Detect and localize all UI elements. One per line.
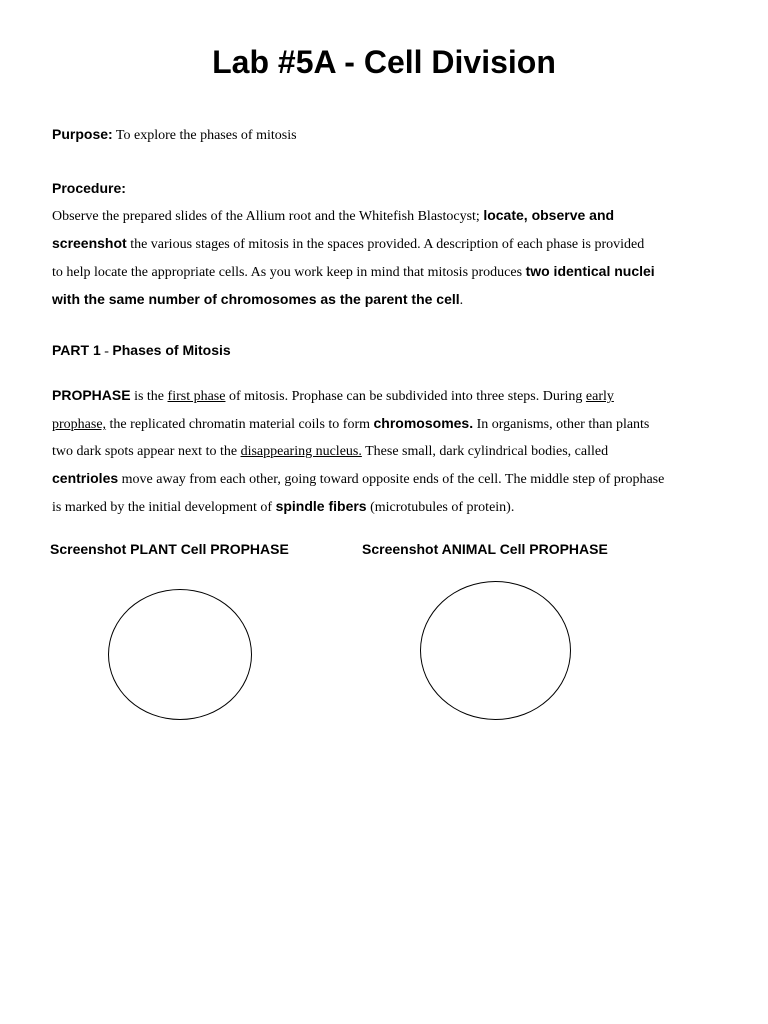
animal-screenshot-circle[interactable] xyxy=(420,581,571,720)
procedure-line-1: Observe the prepared slides of the Allium root and the Whitefish Blastocyst; locate, observe and xyxy=(52,207,615,224)
prophase-line-2: prophase, the replicated chromatin material coils to form chromosomes. In organisms, other than plants xyxy=(52,415,650,432)
plant-screenshot-circle[interactable] xyxy=(108,589,252,720)
prophase-paragraph xyxy=(52,382,722,521)
procedure-line-2: screenshot the various stages of mitosis in the spaces provided. A description of each phase is provided xyxy=(52,235,645,252)
procedure-paragraph xyxy=(52,202,722,314)
page-title: Lab #5A - Cell Division xyxy=(212,44,556,80)
procedure-line-4: with the same number of chromosomes as the parent the cell. xyxy=(52,291,464,308)
prophase-line-5: is marked by the initial development of spindle fibers (microtubules of protein). xyxy=(52,498,515,515)
purpose-section xyxy=(52,126,722,144)
plant-screenshot-label: Screenshot PLANT Cell PROPHASE xyxy=(50,541,289,557)
purpose-text: To explore the phases of mitosis xyxy=(112,128,297,143)
animal-screenshot-label: Screenshot ANIMAL Cell PROPHASE xyxy=(362,541,608,557)
prophase-line-1: PROPHASE is the first phase of mitosis. Prophase can be subdivided into three steps. During early xyxy=(52,387,614,404)
part1-heading: PART 1 - Phases of Mitosis xyxy=(52,342,231,359)
procedure-line-3: to help locate the appropriate cells. As you work keep in mind that mitosis produces two identical nuclei xyxy=(52,263,655,280)
prophase-line-3: two dark spots appear next to the disappearing nucleus. These small, dark cylindrical bodies, called xyxy=(52,444,609,459)
procedure-heading xyxy=(52,180,722,198)
prophase-line-4: centrioles move away from each other, going toward opposite ends of the cell. The middle step of prophase xyxy=(52,470,665,487)
purpose-label: Purpose: xyxy=(52,126,113,142)
procedure-label: Procedure: xyxy=(52,180,126,196)
